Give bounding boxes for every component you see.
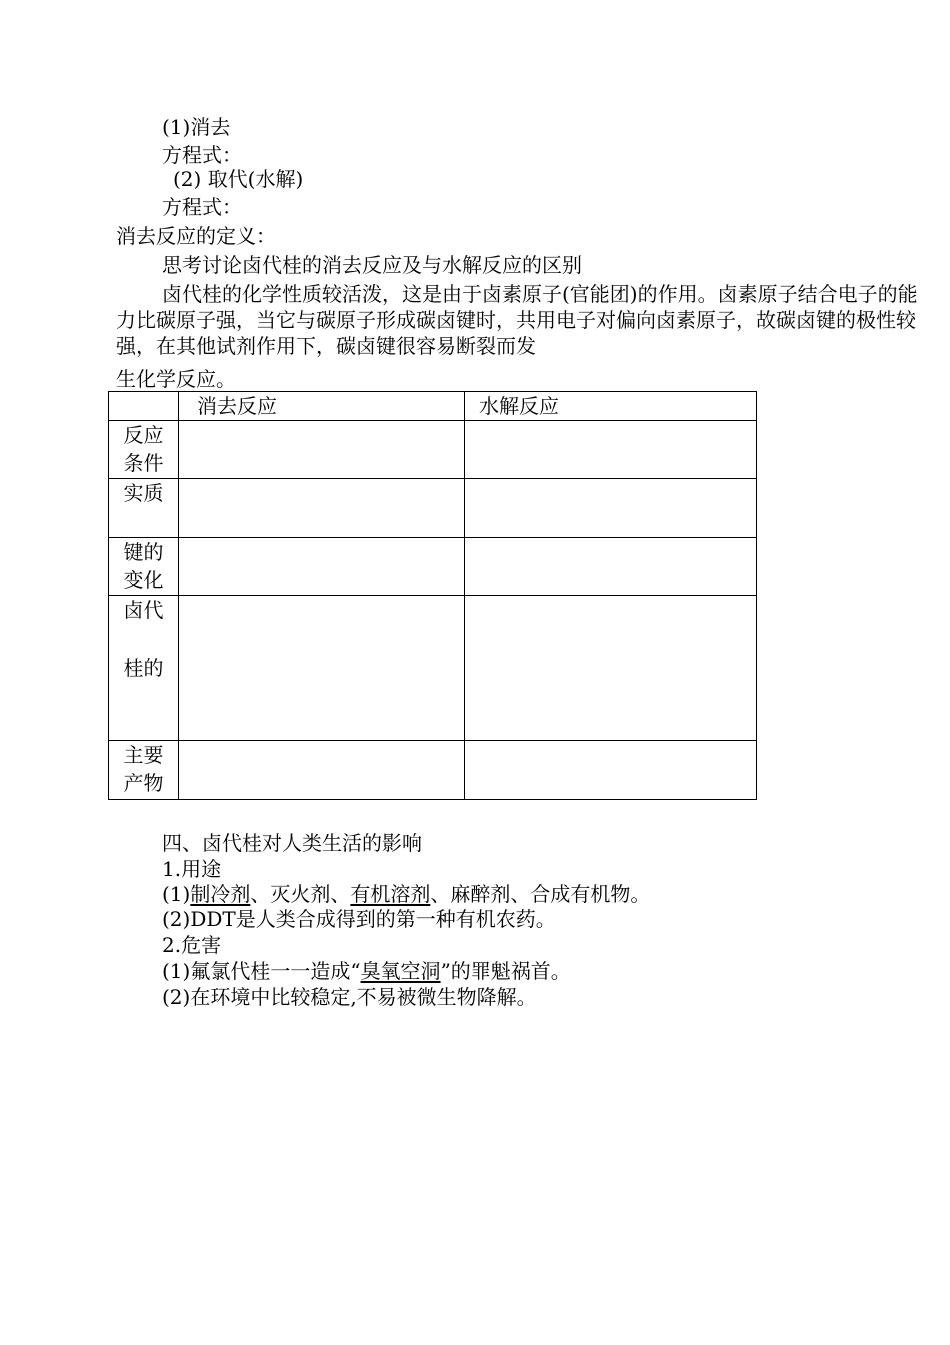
table-row xyxy=(109,741,757,800)
harm1-ozone-hole: 臭氧空洞 xyxy=(360,959,441,983)
row-label-line: 反应 xyxy=(123,423,164,447)
row-label-line: 实质 xyxy=(123,481,164,505)
row-label xyxy=(109,479,179,538)
table-row xyxy=(109,421,757,479)
paragraph-text: 卤代桂的化学性质较活泼，这是由于卤素原子(官能团)的作用。卤素原子结合电子的能力比碳原子强，当它与碳原子形成碳卤键时，共用电子对偏向卤素原子，故碳卤键的极性较强，在其他试剂作用下，碳卤键很容易断裂而发 xyxy=(116,282,918,358)
harm1-prefix: (1)氟氯代桂一一造成“ xyxy=(162,959,361,983)
row-label-line: 桂的 xyxy=(123,656,164,680)
table-cell xyxy=(179,596,465,741)
row-label xyxy=(109,741,179,800)
table-cell xyxy=(465,421,757,479)
header-empty xyxy=(109,392,179,421)
equation-label-2: 方程式： xyxy=(162,195,242,219)
use1-mid: 、灭火剂、 xyxy=(250,882,351,906)
table-cell xyxy=(179,538,465,596)
use1-prefix: (1) xyxy=(162,882,191,906)
table-row xyxy=(109,479,757,538)
row-label-line: 产物 xyxy=(123,771,164,795)
row-label xyxy=(109,596,179,741)
harm-item-1 xyxy=(162,958,571,984)
table-cell xyxy=(179,421,465,479)
table-cell xyxy=(465,538,757,596)
harm-title: 2.危害 xyxy=(162,933,222,957)
elimination-definition: 消去反应的定义： xyxy=(116,224,276,248)
use1-suffix: 、麻醉剂、合成有机物。 xyxy=(430,882,651,906)
equation-label-1: 方程式： xyxy=(162,143,242,167)
section-four-title: 四、卤代桂对人类生活的影响 xyxy=(162,831,422,855)
use1-refrigerant: 制冷剂 xyxy=(190,882,251,906)
table-cell xyxy=(179,741,465,800)
header-hydrolysis: 水解反应 xyxy=(465,392,757,421)
table-header-row xyxy=(109,392,757,421)
row-label-line: 条件 xyxy=(123,451,164,475)
use-item-1 xyxy=(162,881,650,907)
table-cell xyxy=(179,479,465,538)
uses-title: 1.用途 xyxy=(162,857,222,881)
table-row xyxy=(109,538,757,596)
table-cell xyxy=(465,596,757,741)
table-cell xyxy=(465,479,757,538)
item-substitution: (2) 取代(水解) xyxy=(173,167,304,191)
use1-organic-solvent: 有机溶剂 xyxy=(350,882,431,906)
row-label-line: 卤代 xyxy=(123,598,164,622)
use-item-2: (2)DDT是人类合成得到的第一种有机农药。 xyxy=(162,907,556,931)
row-label xyxy=(109,538,179,596)
discussion-heading: 思考讨论卤代桂的消去反应及与水解反应的区别 xyxy=(162,253,582,277)
row-label-line: 主要 xyxy=(123,743,164,767)
harm-item-2: (2)在环境中比较稳定,不易被微生物降解。 xyxy=(162,985,537,1009)
table-row xyxy=(109,596,757,741)
item-elimination: (1)消去 xyxy=(162,115,231,139)
paragraph-end: 生化学反应。 xyxy=(116,367,236,391)
explanation-paragraph xyxy=(116,281,928,359)
header-elimination: 消去反应 xyxy=(179,392,465,421)
row-label xyxy=(109,421,179,479)
table-cell xyxy=(465,741,757,800)
row-label-line: 变化 xyxy=(123,568,164,592)
harm1-suffix: ”的罪魁祸首。 xyxy=(440,959,571,983)
row-label-line: 键的 xyxy=(123,540,164,564)
comparison-table xyxy=(108,391,757,800)
